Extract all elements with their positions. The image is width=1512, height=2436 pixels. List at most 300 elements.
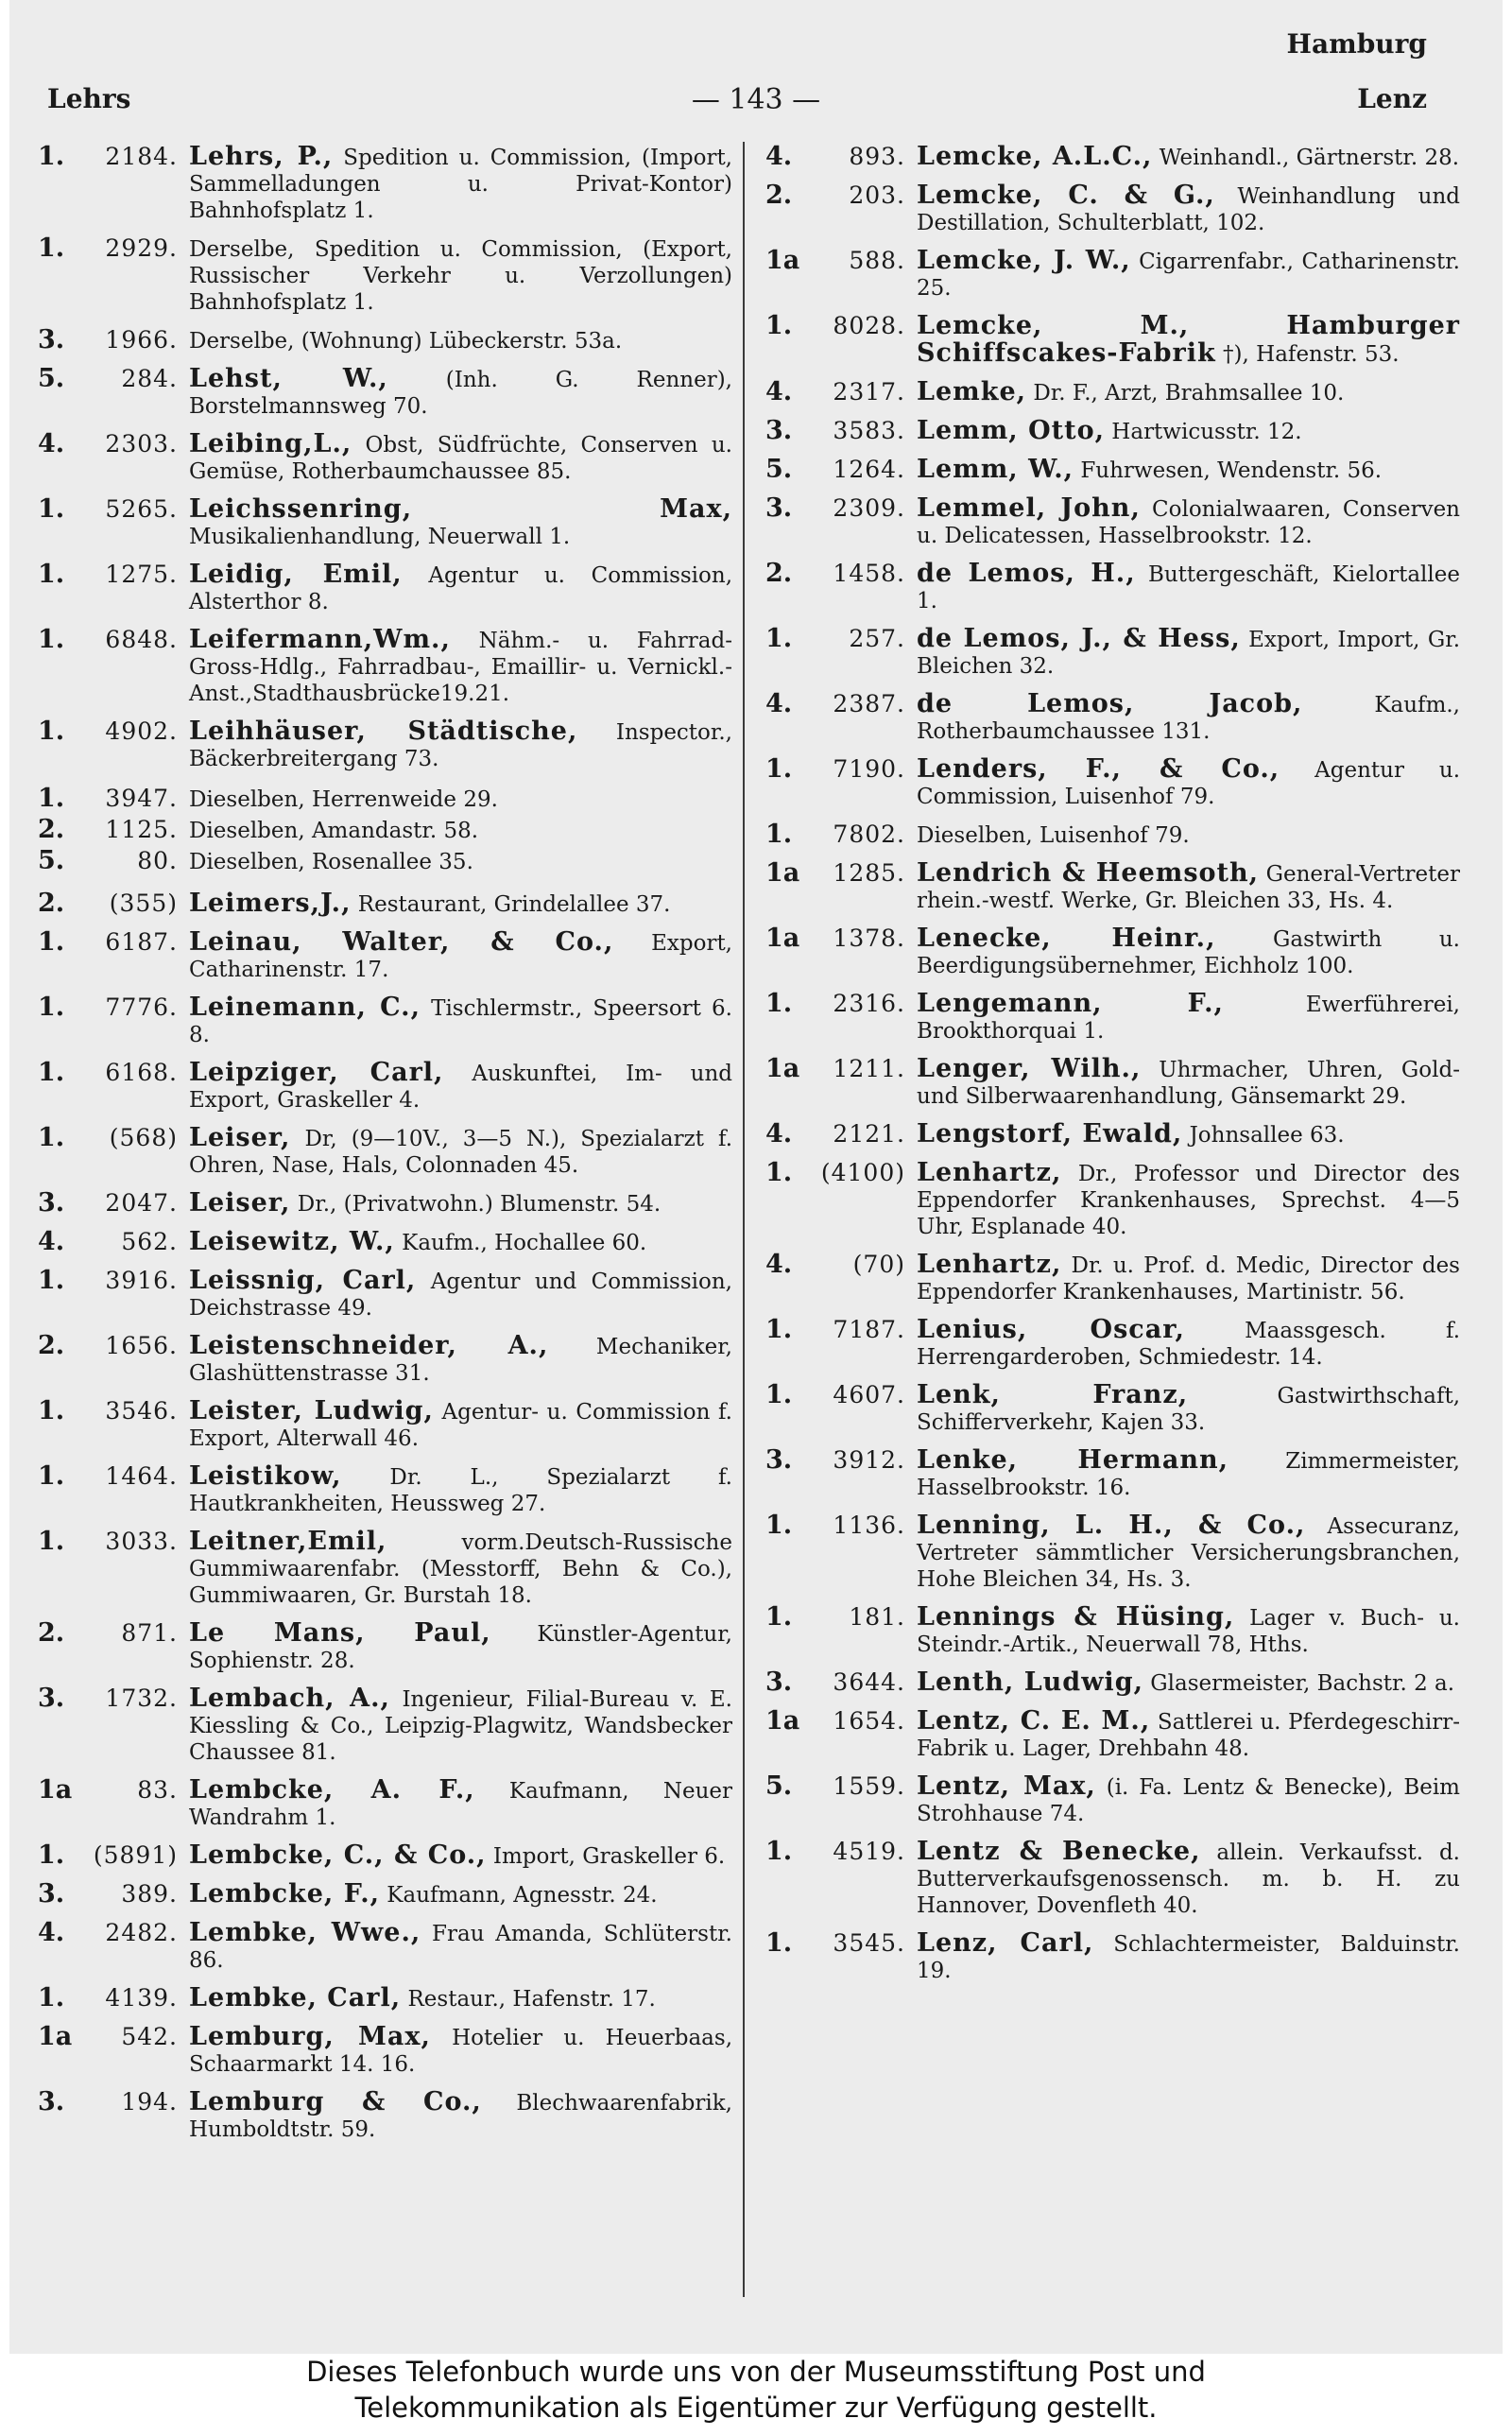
entry-body <box>189 1229 732 1256</box>
directory-entry <box>765 313 1460 368</box>
entry-body <box>189 994 732 1048</box>
phone-number: 2047. <box>105 1189 178 1217</box>
directory-entry <box>765 1317 1460 1371</box>
exchange-code: 1. <box>38 233 65 263</box>
subscriber-details: Auskunftei, Im- und Export, Graskeller 4. <box>189 1062 732 1113</box>
subscriber-details: Kaufm., Rotherbaumchaussee 131. <box>917 693 1460 744</box>
subscriber-details: Dieselben, Luisenhof 79. <box>917 823 1190 848</box>
subscriber-details: Dr., (Privatwohn.) Blumenstr. 54. <box>290 1192 662 1217</box>
right-column <box>765 144 1460 1995</box>
subscriber-name: Leidig, Emil, <box>189 560 403 589</box>
directory-entry <box>765 991 1460 1045</box>
directory-entry <box>765 1708 1460 1762</box>
exchange-code: 1. <box>38 927 65 957</box>
entry-body <box>189 1685 732 1766</box>
subscriber-details: Uhrmacher, Uhren, Gold- und Silberwaarenhandlung, Gänsemarkt 29. <box>917 1058 1460 1109</box>
subscriber-details: Derselbe, Spedition u. Commission, (Export, Russischer Verkehr u. Verzollungen) Bahnhofsplatz 1. <box>189 237 732 315</box>
right-guide-word: Lenz <box>1357 83 1427 114</box>
phone-number: 2121. <box>833 1120 905 1148</box>
directory-entry <box>765 379 1460 406</box>
entry-body <box>189 561 732 615</box>
subscriber-details: Dieselben, Rosenallee 35. <box>189 850 473 874</box>
subscriber-details: Agentur u. Commission, Alsterthor 8. <box>189 563 733 614</box>
phone-number: 562. <box>121 1228 178 1255</box>
directory-entry <box>38 627 732 707</box>
subscriber-details: Fuhrwesen, Wendenstr. 56. <box>1074 458 1383 483</box>
subscriber-details: Assecuranz, Vertreter sämmtlicher Versicherungsbranchen, Hohe Bleichen 34, Hs. 3. <box>917 1514 1460 1592</box>
entry-body <box>189 1333 732 1387</box>
directory-entry <box>765 144 1460 171</box>
phone-number: 8028. <box>833 312 905 339</box>
phone-number: 1732. <box>105 1684 178 1712</box>
exchange-code: 1. <box>38 717 65 746</box>
subscriber-name: Lenius, Oscar, <box>917 1315 1185 1344</box>
entry-body <box>917 1773 1460 1827</box>
entry-body <box>917 1317 1460 1371</box>
subscriber-details: Glasermeister, Bachstr. 2 a. <box>1143 1671 1455 1696</box>
subscriber-name: Leisewitz, W., <box>189 1227 395 1256</box>
directory-entry <box>38 929 732 983</box>
subscriber-name: Lembcke, F., <box>189 1879 380 1909</box>
directory-entry <box>38 366 732 420</box>
entry-body <box>917 1512 1460 1593</box>
phone-number: (568) <box>109 1124 178 1151</box>
subscriber-name: Lentz, Max, <box>917 1771 1096 1801</box>
subscriber-name: Leinau, Walter, & Co., <box>189 927 614 957</box>
exchange-code: 1. <box>38 560 65 589</box>
directory-entry <box>765 1839 1460 1919</box>
subscriber-details: Weinhandlung und Destillation, Schulterblatt, 102. <box>917 184 1460 235</box>
phone-number: 4607. <box>833 1381 905 1408</box>
phone-number: 2387. <box>833 690 905 717</box>
directory-entry <box>38 1190 732 1218</box>
subscriber-name: Lehst, W., <box>189 364 388 393</box>
directory-entry <box>38 848 732 875</box>
exchange-code: 1. <box>765 754 793 784</box>
phone-number: (5891) <box>93 1841 178 1869</box>
entry-body <box>189 627 732 707</box>
entry-body <box>189 1463 732 1517</box>
phone-number: 7190. <box>833 755 905 783</box>
exchange-code: 3. <box>765 1445 793 1475</box>
phone-number: 3583. <box>833 417 905 444</box>
subscriber-name: Lenz, Carl, <box>917 1928 1094 1958</box>
subscriber-name: Lennings & Hüsing, <box>917 1602 1235 1632</box>
directory-entry <box>38 2089 732 2143</box>
exchange-code: 4. <box>765 1119 793 1149</box>
phone-number: 2303. <box>105 430 178 458</box>
phone-number: 7776. <box>105 993 178 1021</box>
exchange-code: 1. <box>765 989 793 1018</box>
exchange-code: 3. <box>38 2087 65 2116</box>
directory-entry <box>38 1398 732 1452</box>
subscriber-details: Maassgesch. f. Herrengarderoben, Schmiedestr. 14. <box>917 1319 1461 1370</box>
subscriber-name: Leinemann, C., <box>189 993 421 1022</box>
entry-body <box>917 756 1460 810</box>
subscriber-details: Ewerführerei, Brookthorquai 1. <box>917 993 1460 1044</box>
exchange-code: 4. <box>765 377 793 406</box>
subscriber-name: Lendrich & Heemsoth, <box>917 858 1260 888</box>
entry-body <box>917 1604 1460 1658</box>
directory-entry <box>765 1121 1460 1149</box>
subscriber-name: Leibing,L., <box>189 429 352 458</box>
exchange-code: 3. <box>38 1879 65 1909</box>
subscriber-details: Gastwirth u. Beerdigungsübernehmer, Eichholz 100. <box>917 927 1460 978</box>
entry-body <box>189 144 732 224</box>
subscriber-details: Restaur., Hafenstr. 17. <box>401 1987 656 2012</box>
subscriber-name: Lenger, Wilh., <box>917 1054 1142 1083</box>
phone-number: 1285. <box>833 859 905 887</box>
entry-body <box>917 1252 1460 1305</box>
directory-entry <box>38 890 732 918</box>
entry-body <box>189 786 732 813</box>
subscriber-details: Dr. L., Spezialarzt f. Hautkrankheiten, Heussweg 27. <box>189 1465 732 1516</box>
entry-body <box>917 1382 1460 1436</box>
subscriber-details: Export, Catharinenstr. 17. <box>189 931 732 982</box>
directory-entry <box>765 1773 1460 1827</box>
exchange-code: 1. <box>765 311 793 340</box>
exchange-code: 4. <box>765 1250 793 1279</box>
exchange-code: 1. <box>765 1602 793 1632</box>
subscriber-name: Lengemann, F., <box>917 989 1224 1018</box>
subscriber-name: Leistenschneider, A., <box>189 1331 549 1360</box>
subscriber-name: Leiser, <box>189 1123 291 1152</box>
entry-body <box>189 1529 732 1609</box>
directory-page <box>9 0 1503 2354</box>
entry-body <box>917 144 1460 171</box>
entry-body <box>917 561 1460 614</box>
left-guide-word: Lehrs <box>47 83 131 114</box>
phone-number: (70) <box>852 1251 905 1278</box>
entry-body <box>189 2089 732 2143</box>
directory-entry <box>38 1268 732 1322</box>
entry-body <box>189 1190 732 1218</box>
subscriber-name: Leihhäuser, Städtische, <box>189 717 578 746</box>
footer-line-2: Telekommunikation als Eigentümer zur Verfügung gestellt. <box>354 2392 1158 2424</box>
subscriber-name: Leister, Ludwig, <box>189 1396 434 1425</box>
phone-number: 3546. <box>105 1397 178 1425</box>
phone-number: 2482. <box>105 1919 178 1946</box>
phone-number: 2929. <box>105 234 178 262</box>
subscriber-name: Leichssenring, Max, <box>189 494 732 524</box>
subscriber-details: Johnsallee 63. <box>1182 1123 1345 1148</box>
exchange-code: 1a <box>765 924 800 953</box>
subscriber-details: Künstler-Agentur, Sophienstr. 28. <box>189 1622 732 1673</box>
exchange-code: 3. <box>38 1188 65 1218</box>
entry-body <box>917 925 1460 979</box>
subscriber-details: Weinhandl., Gärtnerstr. 28. <box>1152 146 1460 170</box>
directory-entry <box>765 457 1460 484</box>
exchange-code: 4. <box>38 1918 65 1947</box>
subscriber-details: Kaufm., Hochallee 60. <box>394 1231 647 1255</box>
exchange-code: 5. <box>765 455 793 484</box>
phone-number: 2317. <box>833 378 905 406</box>
entry-body <box>917 691 1460 745</box>
subscriber-name: Leistikow, <box>189 1461 342 1491</box>
subscriber-name: Lemcke, M., Hamburger Schiffscakes-Fabrik <box>917 311 1460 368</box>
phone-number: 1136. <box>833 1512 905 1539</box>
subscriber-name: Lenning, L. H., & Co., <box>917 1511 1306 1540</box>
directory-entry <box>765 1512 1460 1593</box>
phone-number: 1966. <box>105 326 178 354</box>
subscriber-name: Lemke, <box>917 377 1027 406</box>
directory-entry <box>765 495 1460 549</box>
subscriber-details: Hotelier u. Heuerbaas, Schaarmarkt 14. 16. <box>189 2026 733 2077</box>
subscriber-details: Inspector., Bäckerbreitergang 73. <box>189 720 732 771</box>
entry-body <box>189 1398 732 1452</box>
entry-body <box>917 495 1460 549</box>
exchange-code: 3. <box>38 1684 65 1713</box>
phone-number: 2316. <box>833 990 905 1017</box>
subscriber-details: Kaufmann, Agnesstr. 24. <box>380 1883 658 1908</box>
exchange-code: 1. <box>38 993 65 1022</box>
phone-number: 1458. <box>833 560 905 587</box>
phone-number: 871. <box>121 1619 178 1647</box>
phone-number: 1656. <box>105 1332 178 1359</box>
subscriber-name: Lengstorf, Ewald, <box>917 1119 1183 1149</box>
subscriber-name: Lembke, Carl, <box>189 1983 402 2013</box>
phone-number: 3644. <box>833 1668 905 1696</box>
directory-entry <box>38 1529 732 1609</box>
subscriber-name: Lenke, Hermann, <box>917 1445 1229 1475</box>
phone-number: 7802. <box>833 821 905 848</box>
exchange-code: 3. <box>38 325 65 354</box>
subscriber-name: Lembcke, C., & Co., <box>189 1840 487 1870</box>
subscriber-name: de Lemos, Jacob, <box>917 689 1303 718</box>
phone-number: 1211. <box>833 1055 905 1082</box>
directory-entry <box>765 1447 1460 1501</box>
subscriber-name: Lemburg & Co., <box>189 2087 482 2116</box>
directory-entry <box>38 1777 732 1831</box>
phone-number: 588. <box>849 247 905 274</box>
subscriber-details: Kaufmann, Neuer Wandrahm 1. <box>189 1779 732 1830</box>
directory-entry <box>765 1252 1460 1305</box>
exchange-code: 4. <box>765 689 793 718</box>
directory-entry <box>765 860 1460 914</box>
entry-body <box>189 890 732 918</box>
directory-entry <box>765 182 1460 236</box>
exchange-code: 4. <box>38 1227 65 1256</box>
phone-number: 3916. <box>105 1267 178 1294</box>
exchange-code: 1. <box>38 625 65 654</box>
subscriber-details: Spedition u. Commission, (Import, Sammelladungen u. Privat-Kontor) Bahnhofsplatz 1. <box>189 146 732 223</box>
phone-number: 6168. <box>105 1059 178 1086</box>
phone-number: 83. <box>137 1776 178 1804</box>
entry-body <box>189 327 732 354</box>
entry-body <box>189 366 732 420</box>
directory-entry <box>765 925 1460 979</box>
entry-body <box>189 235 732 316</box>
subscriber-details: Buttergeschäft, Kielortallee 1. <box>917 562 1460 613</box>
entry-body <box>917 821 1460 849</box>
subscriber-name: Lenth, Ludwig, <box>917 1667 1143 1697</box>
phone-number: 3912. <box>833 1446 905 1474</box>
subscriber-name: Lehrs, P., <box>189 142 334 171</box>
directory-entry <box>765 1669 1460 1697</box>
phone-number: 6187. <box>105 928 178 956</box>
exchange-code: 1. <box>38 1396 65 1425</box>
directory-entry <box>38 817 732 844</box>
directory-entry <box>38 431 732 485</box>
directory-entry <box>38 1333 732 1387</box>
subscriber-name: Leiser, <box>189 1188 291 1218</box>
subscriber-details: allein. Verkaufsst. d. Butterverkaufsgenossensch. m. b. H. zu Hannover, Dovenfleth 40. <box>917 1840 1460 1918</box>
subscriber-details: Mechaniker, Glashüttenstrasse 31. <box>189 1335 732 1386</box>
entry-body <box>189 1060 732 1114</box>
exchange-code: 1. <box>765 1511 793 1540</box>
exchange-code: 1. <box>765 1837 793 1866</box>
entry-body <box>917 1839 1460 1919</box>
directory-entry <box>38 718 732 772</box>
phone-number: 4902. <box>105 717 178 745</box>
phone-number: 3545. <box>833 1929 905 1957</box>
subscriber-details: Gastwirthschaft, Schifferverkehr, Kajen 33. <box>917 1384 1461 1435</box>
directory-entry <box>38 144 732 224</box>
subscriber-details: General-Vertreter rhein.-westf. Werke, Gr. Bleichen 33, Hs. 4. <box>917 862 1460 913</box>
entry-body <box>189 718 732 772</box>
exchange-code: 2. <box>38 815 65 844</box>
subscriber-name: Lemcke, A.L.C., <box>917 142 1153 171</box>
exchange-code: 1. <box>765 624 793 653</box>
phone-number: 257. <box>849 625 905 652</box>
phone-number: 3947. <box>105 785 178 812</box>
subscriber-details: Dr, (9—10V., 3—5 N.), Spezialarzt f. Ohren, Nase, Hals, Colonnaden 45. <box>189 1127 732 1178</box>
phone-number: 1559. <box>833 1772 905 1800</box>
subscriber-name: Leipziger, Carl, <box>189 1058 444 1087</box>
subscriber-details: Agentur u. Commission, Luisenhof 79. <box>917 758 1461 809</box>
exchange-code: 3. <box>765 416 793 445</box>
directory-entry <box>38 1620 732 1674</box>
exchange-code: 1. <box>38 1058 65 1087</box>
exchange-code: 1. <box>38 142 65 171</box>
exchange-code: 1. <box>38 1123 65 1152</box>
subscriber-name: Leifermann,Wm., <box>189 625 451 654</box>
subscriber-name: de Lemos, J., & Hess, <box>917 624 1241 653</box>
entry-body <box>917 457 1460 484</box>
phone-number: 194. <box>121 2088 178 2116</box>
directory-entry <box>38 1842 732 1870</box>
subscriber-details: Blechwaarenfabrik, Humboldtstr. 59. <box>189 2091 732 2142</box>
directory-entry <box>38 1985 732 2013</box>
directory-entry <box>38 561 732 615</box>
phone-number: 3033. <box>105 1528 178 1555</box>
phone-number: 389. <box>121 1880 178 1908</box>
directory-entry <box>765 561 1460 614</box>
subscriber-details: Dr., Professor und Director des Eppendorfer Krankenhauses, Sprechst. 4—5 Uhr, Esplanade 40. <box>917 1162 1460 1239</box>
subscriber-name: Leitner,Emil, <box>189 1527 387 1556</box>
subscriber-details: Agentur und Commission, Deichstrasse 49. <box>189 1270 732 1321</box>
left-column <box>38 144 732 2154</box>
entry-body <box>917 1160 1460 1240</box>
entry-body <box>917 1447 1460 1501</box>
entry-body <box>189 1620 732 1674</box>
subscriber-name: de Lemos, H., <box>917 559 1136 588</box>
phone-number: 4519. <box>833 1838 905 1865</box>
phone-number: 2184. <box>105 143 178 170</box>
directory-entry <box>765 1604 1460 1658</box>
subscriber-name: Lembcke, A. F., <box>189 1775 475 1805</box>
subscriber-details: (Inh. G. Renner), Borstelmannsweg 70. <box>189 368 732 419</box>
directory-entry <box>38 327 732 354</box>
exchange-code: 1a <box>765 858 800 888</box>
entry-body <box>189 1842 732 1870</box>
subscriber-details: Zimmermeister, Hasselbrookstr. 16. <box>917 1449 1460 1500</box>
subscriber-name: Lembke, Wwe., <box>189 1918 421 1947</box>
entry-body <box>189 848 732 875</box>
subscriber-details: †), Hafenstr. 53. <box>1215 342 1400 367</box>
exchange-code: 1. <box>765 1380 793 1409</box>
exchange-code: 4. <box>38 429 65 458</box>
subscriber-details: Lager v. Buch- u. Steindr.-Artik., Neuerwall 78, Hths. <box>917 1606 1460 1657</box>
subscriber-details: Tischlermstr., Speersort 6. 8. <box>189 996 732 1047</box>
exchange-code: 1. <box>765 1158 793 1187</box>
exchange-code: 1. <box>38 1527 65 1556</box>
phone-number: 284. <box>121 365 178 392</box>
exchange-code: 1. <box>38 1840 65 1870</box>
phone-number: 181. <box>849 1603 905 1631</box>
phone-number: 2309. <box>833 494 905 522</box>
page-number: — 143 — <box>691 83 821 116</box>
exchange-code: 2. <box>38 1331 65 1360</box>
entry-body <box>917 626 1460 680</box>
footer-notice <box>0 2354 1512 2436</box>
entry-body <box>189 1777 732 1831</box>
entry-body <box>917 182 1460 236</box>
directory-entry <box>38 1229 732 1256</box>
subscriber-details: (i. Fa. Lentz & Benecke), Beim Strohhause 74. <box>917 1775 1460 1826</box>
entry-body <box>189 1985 732 2013</box>
exchange-code: 1. <box>38 1983 65 2013</box>
subscriber-details: Dr. u. Prof. d. Medic, Director des Eppendorfer Krankenhauses, Martinistr. 56. <box>917 1253 1460 1304</box>
directory-entry <box>38 786 732 813</box>
exchange-code: 1a <box>38 1775 73 1805</box>
phone-number: 7187. <box>833 1316 905 1343</box>
subscriber-name: Lentz & Benecke, <box>917 1837 1201 1866</box>
directory-entry <box>765 756 1460 810</box>
directory-entry <box>38 1685 732 1766</box>
entry-body <box>189 496 732 550</box>
exchange-code: 5. <box>38 364 65 393</box>
entry-body <box>917 248 1460 302</box>
directory-entry <box>38 1920 732 1974</box>
entry-body <box>917 1669 1460 1697</box>
entry-body <box>189 1268 732 1322</box>
phone-number: 1378. <box>833 924 905 952</box>
directory-entry <box>765 418 1460 445</box>
subscriber-details: Nähm.- u. Fahrrad-Gross-Hdlg., Fahrradbau-, Emaillir- u. Vernickl.-Anst.,Stadthausbrücke19.21. <box>189 629 732 706</box>
entry-body <box>917 1930 1460 1984</box>
subscriber-details: Import, Graskeller 6. <box>486 1844 726 1869</box>
entry-body <box>189 1125 732 1179</box>
subscriber-name: Lemmel, John, <box>917 493 1141 523</box>
directory-entry <box>765 1382 1460 1436</box>
entry-body <box>189 431 732 485</box>
entry-body <box>917 860 1460 914</box>
subscriber-name: Lemburg, Max, <box>189 2022 431 2051</box>
phone-number: 1654. <box>833 1707 905 1735</box>
phone-number: 5265. <box>105 495 178 523</box>
exchange-code: 1. <box>38 1461 65 1491</box>
directory-entry <box>765 1056 1460 1110</box>
subscriber-details: vorm.Deutsch-Russische Gummiwaarenfabr. (Messtorff, Behn & Co.), Gummiwaaren, Gr. Burstah 18. <box>189 1530 732 1608</box>
subscriber-name: Leissnig, Carl, <box>189 1266 417 1295</box>
subscriber-details: Frau Amanda, Schlüterstr. 86. <box>189 1922 732 1973</box>
exchange-code: 1. <box>38 784 65 813</box>
phone-number: 1275. <box>105 561 178 588</box>
subscriber-name: Lembach, A., <box>189 1684 390 1713</box>
subscriber-details: Derselbe, (Wohnung) Lübeckerstr. 53a. <box>189 329 623 354</box>
directory-entry <box>38 1881 732 1909</box>
